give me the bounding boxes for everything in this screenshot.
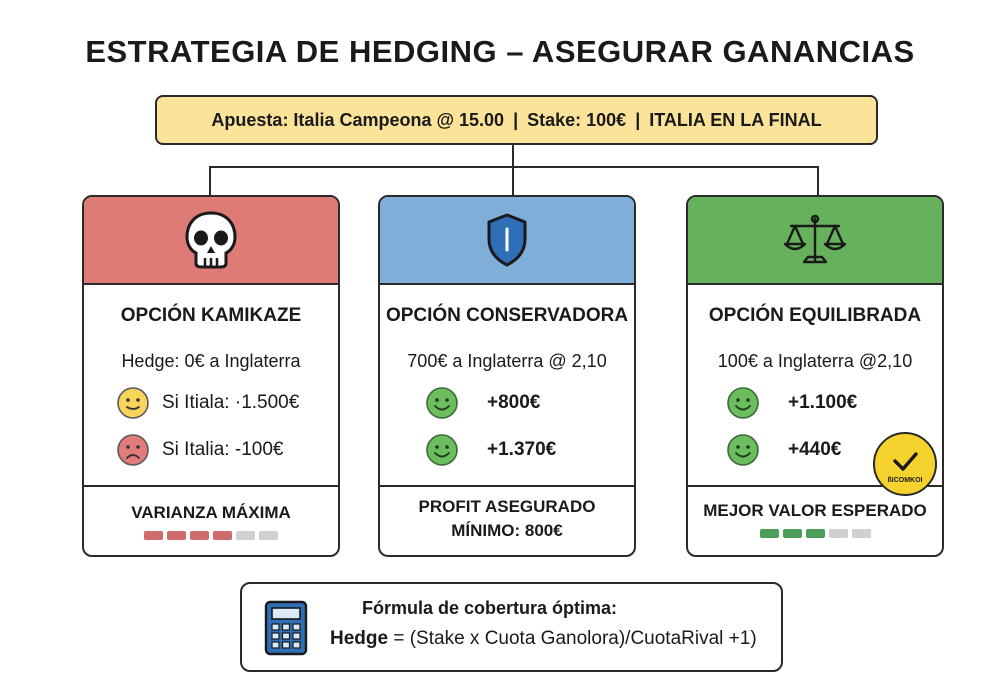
meter-segment [829,529,848,538]
scales-icon [782,212,848,268]
card-conservadora-title: OPCIÓN CONSERVADORA [385,305,629,326]
neutral-face-icon [116,386,150,420]
meter-segment [213,531,232,540]
card-kamikaze-title: OPCIÓN KAMIKAZE [120,305,302,326]
skull-icon [183,210,239,270]
connector-vertical-main [512,145,514,167]
connector-horizontal [209,166,819,168]
calculator-icon [264,600,308,656]
meter-segment [144,531,163,540]
card-equilibrada [686,195,944,557]
card-conservadora-outcome-1-text: +800€ [487,392,541,413]
card-kamikaze-outcome-lose [84,433,340,467]
card-kamikaze-footer [84,485,338,555]
card-kamikaze-footer-label: VARIANZA MÁXIMA [131,503,291,522]
card-conservadora-header [380,197,634,285]
meter-segment [806,529,825,538]
card-conservadora-footer-line1: PROFIT ASEGURADO [418,497,596,516]
card-equilibrada-outcome-1 [688,386,944,420]
card-conservadora-outcome-1 [380,386,636,420]
card-equilibrada-header [688,197,942,285]
meter-segment [783,529,802,538]
connector-left [209,166,211,196]
meter-segment [259,531,278,540]
recommended-badge [873,432,937,496]
card-equilibrada-outcome-2-text: +440€ [788,439,842,460]
meter-segment [760,529,779,538]
formula-body: = (Stake x Cuota Ganolora)/CuotaRival +1) [388,628,757,649]
card-kamikaze-outcome-win [84,386,340,420]
card-kamikaze-hedge: Hedge: 0€ a Inglaterra [121,351,301,371]
card-conservadora-outcome-2 [380,433,636,467]
card-kamikaze-header [84,197,338,285]
happy-face-icon [726,386,760,420]
card-equilibrada-footer-label: MEJOR VALOR ESPERADO [703,501,927,520]
card-kamikaze [82,195,340,557]
happy-face-icon [425,433,459,467]
card-equilibrada-outcome-1-text: +1.100€ [788,392,858,413]
bet-status: ITALIA EN LA FINAL [649,109,822,130]
card-conservadora-footer-line2: MÍNIMO: 800€ [451,521,563,540]
card-equilibrada-title: OPCIÓN EQUILIBRADA [708,305,922,326]
badge-label: ßICOMKOI [887,477,923,484]
formula-label: Hedge [330,628,389,649]
card-equilibrada-hedge: 100€ a Inglaterra @2,10 [717,351,913,371]
sad-face-icon [116,433,150,467]
bet-description: Apuesta: Italia Campeona @ 15.00 [211,109,505,130]
formula-box [240,582,783,672]
page-title: ESTRATEGIA DE HEDGING – ASEGURAR GANANCIAS [85,34,915,69]
bet-stake: Stake: 100€ [527,109,627,130]
card-kamikaze-outcome-lose-text: Si Italia: -100€ [162,439,284,460]
card-conservadora [378,195,636,557]
formula-expression [330,628,757,650]
meter-segment [190,531,209,540]
card-kamikaze-outcome-win-text: Si Itiala: ·1.500€ [162,392,300,413]
formula-title: Fórmula de cobertura óptima: [362,598,618,618]
connector-middle [512,166,514,196]
bet-separator: | [635,109,641,130]
meter-segment [167,531,186,540]
happy-face-icon [726,433,760,467]
value-meter [688,529,942,538]
bet-separator: | [513,109,519,130]
card-conservadora-footer [380,485,634,555]
shield-icon [485,212,529,268]
meter-segment [852,529,871,538]
checkmark-badge-icon [875,434,935,494]
meter-segment [236,531,255,540]
variance-meter [84,531,338,540]
bet-banner [155,95,878,145]
card-conservadora-hedge: 700€ a Inglaterra @ 2,10 [407,351,607,371]
card-conservadora-outcome-2-text: +1.370€ [487,439,557,460]
happy-face-icon [425,386,459,420]
connector-right [817,166,819,196]
